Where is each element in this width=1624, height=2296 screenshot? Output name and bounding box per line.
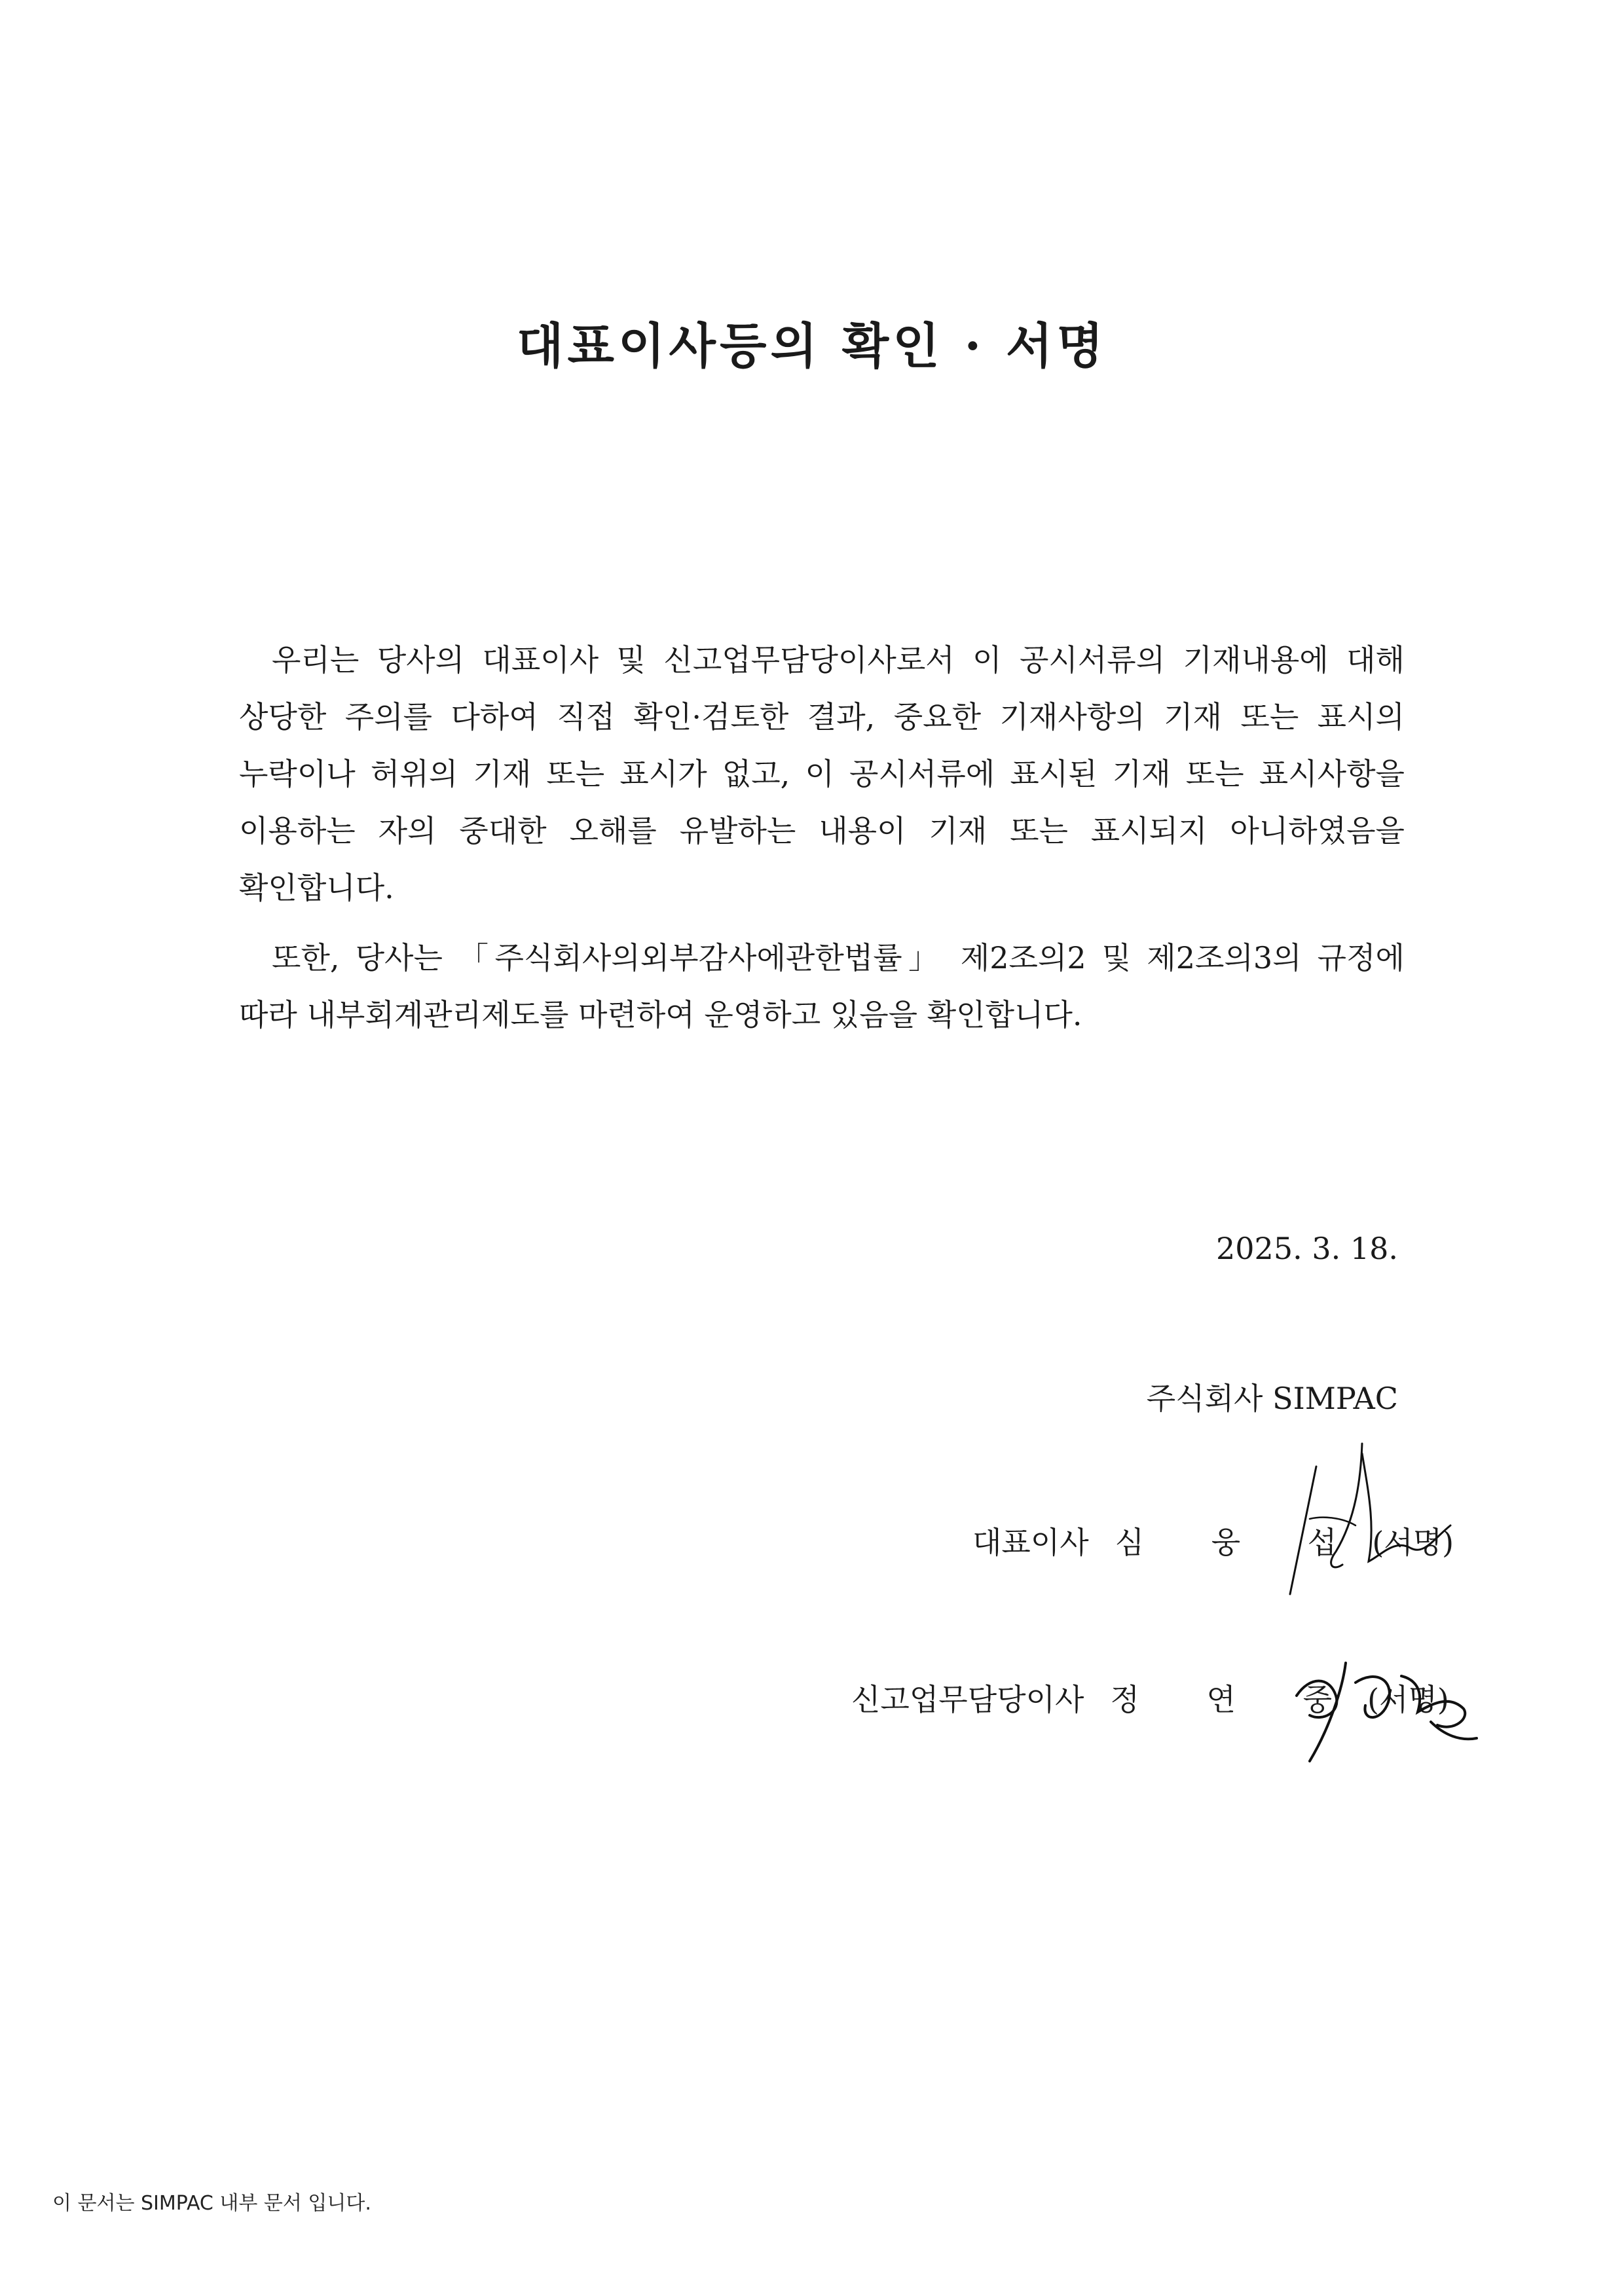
document-date: 2025. 3. 18.: [1216, 1231, 1398, 1266]
signer-disclosure-officer: [851, 1676, 1449, 1719]
document-title: 대표이사등의 확인 · 서명: [517, 318, 1107, 374]
company-name: 주식회사 SIMPAC: [1146, 1381, 1398, 1416]
footer-note: 이 문서는 SIMPAC 내부 문서 입니다.: [52, 2192, 371, 2215]
body-paragraph-internal-control: 또한, 당사는 「주식회사의외부감사에관한법률」 제2조의2 및 제2조의3의 규정에 따라 내부회계관리제도를 마련하여 운영하고 있음을 확인합니다.: [239, 940, 1405, 1032]
signature-label: (서명): [1372, 1525, 1454, 1560]
body-paragraph-confirmation: 우리는 당사의 대표이사 및 신고업무담당이사로서 이 공시서류의 기재내용에 대해 상당한 주의를 다하여 직접 확인·검토한 결과, 중요한 기재사항의 기재 또는 표시의 누락이나 허위의 기재 또는 표시가 없고, 이 공시서류에 표시된 기재 또는 표시사항을 이용하는 자의 중대한 오해를 유발하는 내용이 기재 또는 표시되지 아니하였음을 확인합니다.: [239, 642, 1405, 905]
signer-role: 대표이사: [972, 1525, 1089, 1560]
signer-name: 정 연 중: [1110, 1682, 1361, 1717]
signature-label: (서명): [1367, 1682, 1449, 1717]
signer-ceo: [972, 1519, 1454, 1562]
signer-role: 신고업무담당이사: [851, 1682, 1084, 1717]
signer-name: 심 웅 섭: [1115, 1525, 1366, 1560]
